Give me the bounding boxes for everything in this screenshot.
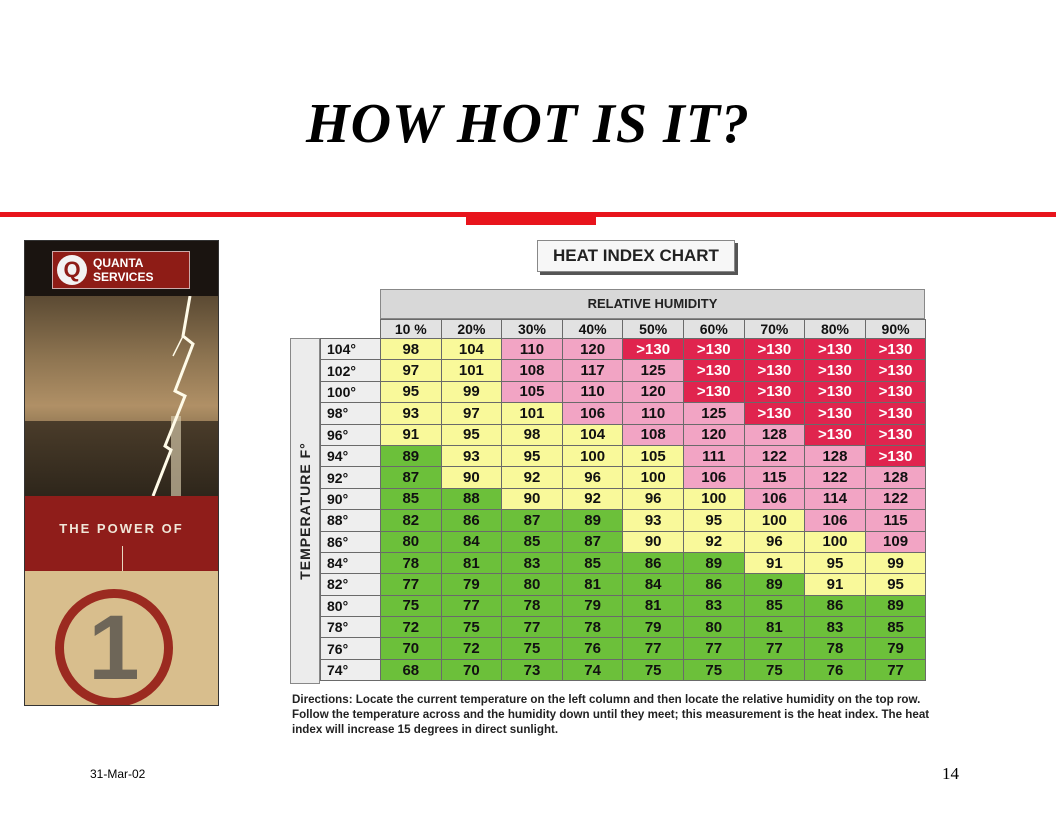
table-corner bbox=[321, 320, 381, 339]
heat-index-cell: 122 bbox=[805, 467, 866, 488]
humidity-column-header: 50% bbox=[623, 320, 684, 339]
temperature-row-label: 84° bbox=[321, 552, 381, 573]
humidity-column-header: 80% bbox=[805, 320, 866, 339]
heat-index-cell: 100 bbox=[623, 467, 684, 488]
heat-index-cell: 76 bbox=[562, 638, 623, 659]
heat-index-cell: >130 bbox=[744, 339, 805, 360]
heat-index-cell: >130 bbox=[805, 403, 866, 424]
heat-index-cell: >130 bbox=[623, 339, 684, 360]
temperature-row-label: 102° bbox=[321, 360, 381, 381]
footer-date: 31-Mar-02 bbox=[90, 767, 146, 781]
heat-index-cell: 120 bbox=[623, 381, 684, 402]
quanta-logo bbox=[52, 251, 190, 289]
humidity-column-header: 10 % bbox=[381, 320, 442, 339]
heat-index-cell: 110 bbox=[502, 339, 563, 360]
heat-index-cell: 106 bbox=[805, 510, 866, 531]
heat-index-cell: 89 bbox=[683, 552, 744, 573]
directions-text: Directions: Locate the current temperature on the left column and then locate the relative humidity on the top row. Follow the temperature across and the humidity down until they meet; this measurement is the heat index. The heat index will increase 15 degrees in direct sunlight. bbox=[292, 693, 930, 736]
heat-index-cell: >130 bbox=[805, 339, 866, 360]
table-row bbox=[321, 360, 926, 381]
heat-index-cell: 128 bbox=[865, 467, 926, 488]
logo-line-1: QUANTA bbox=[93, 256, 144, 270]
heat-index-cell: >130 bbox=[683, 360, 744, 381]
heat-index-cell: 70 bbox=[381, 638, 442, 659]
heat-index-cell: 122 bbox=[744, 445, 805, 466]
heat-index-cell: 89 bbox=[744, 574, 805, 595]
heat-index-cell: 115 bbox=[865, 510, 926, 531]
heat-index-cell: 83 bbox=[805, 617, 866, 638]
humidity-column-header: 60% bbox=[683, 320, 744, 339]
heat-index-cell: 125 bbox=[683, 403, 744, 424]
heat-index-cell: 90 bbox=[502, 488, 563, 509]
heat-index-cell: 100 bbox=[744, 510, 805, 531]
title-rule-notch bbox=[466, 212, 596, 225]
heat-index-cell: 104 bbox=[441, 339, 502, 360]
heat-index-cell: 68 bbox=[381, 659, 442, 680]
heat-index-cell: >130 bbox=[865, 339, 926, 360]
temperature-row-label: 104° bbox=[321, 339, 381, 360]
power-divider bbox=[122, 546, 123, 571]
heat-index-cell: 95 bbox=[865, 574, 926, 595]
heat-index-cell: >130 bbox=[683, 339, 744, 360]
heat-index-cell: 75 bbox=[502, 638, 563, 659]
heat-index-cell: 77 bbox=[865, 659, 926, 680]
heat-index-cell: >130 bbox=[683, 381, 744, 402]
table-row bbox=[321, 595, 926, 616]
humidity-column-header: 30% bbox=[502, 320, 563, 339]
heat-index-cell: 89 bbox=[381, 445, 442, 466]
heat-index-cell: 84 bbox=[441, 531, 502, 552]
heat-index-cell: >130 bbox=[865, 424, 926, 445]
heat-index-cell: 110 bbox=[562, 381, 623, 402]
heat-index-cell: 115 bbox=[744, 467, 805, 488]
humidity-column-header: 70% bbox=[744, 320, 805, 339]
heat-index-cell: 111 bbox=[683, 445, 744, 466]
heat-index-cell: 101 bbox=[502, 403, 563, 424]
heat-index-cell: 78 bbox=[381, 552, 442, 573]
heat-index-cell: 97 bbox=[381, 360, 442, 381]
heat-index-cell: 79 bbox=[562, 595, 623, 616]
temperature-row-label: 88° bbox=[321, 510, 381, 531]
heat-index-cell: 86 bbox=[805, 595, 866, 616]
table-row bbox=[321, 339, 926, 360]
heat-index-cell: >130 bbox=[865, 403, 926, 424]
heat-index-cell: 98 bbox=[381, 339, 442, 360]
heat-index-cell: 80 bbox=[381, 531, 442, 552]
heat-index-cell: 114 bbox=[805, 488, 866, 509]
heat-index-cell: 93 bbox=[623, 510, 684, 531]
heat-index-cell: 110 bbox=[623, 403, 684, 424]
slide-title: HOW HOT IS IT? bbox=[306, 93, 750, 155]
heat-index-cell: 73 bbox=[502, 659, 563, 680]
table-row bbox=[321, 445, 926, 466]
quanta-banner-image bbox=[24, 240, 219, 706]
heat-index-cell: 87 bbox=[502, 510, 563, 531]
heat-index-cell: 105 bbox=[623, 445, 684, 466]
table-row bbox=[321, 467, 926, 488]
heat-index-cell: 78 bbox=[562, 617, 623, 638]
heat-index-cell: 81 bbox=[623, 595, 684, 616]
heat-index-cell: 86 bbox=[623, 552, 684, 573]
heat-index-cell: 91 bbox=[381, 424, 442, 445]
heat-index-cell: 91 bbox=[805, 574, 866, 595]
heat-index-cell: 70 bbox=[441, 659, 502, 680]
temperature-row-label: 82° bbox=[321, 574, 381, 595]
heat-index-cell: 77 bbox=[683, 638, 744, 659]
heat-index-cell: 74 bbox=[562, 659, 623, 680]
heat-index-cell: 85 bbox=[562, 552, 623, 573]
heat-index-cell: 82 bbox=[381, 510, 442, 531]
heat-index-cell: >130 bbox=[744, 381, 805, 402]
heat-index-cell: 79 bbox=[441, 574, 502, 595]
heat-index-cell: 77 bbox=[381, 574, 442, 595]
temperature-row-label: 78° bbox=[321, 617, 381, 638]
heat-index-cell: 85 bbox=[381, 488, 442, 509]
heat-index-cell: 122 bbox=[865, 488, 926, 509]
heat-index-cell: 95 bbox=[805, 552, 866, 573]
heat-index-cell: 96 bbox=[562, 467, 623, 488]
temperature-row-label: 74° bbox=[321, 659, 381, 680]
heat-index-cell: 75 bbox=[683, 659, 744, 680]
heat-index-cell: 96 bbox=[744, 531, 805, 552]
heat-index-cell: 85 bbox=[502, 531, 563, 552]
power-band bbox=[25, 496, 218, 571]
heat-index-cell: 77 bbox=[744, 638, 805, 659]
heat-index-cell: 100 bbox=[805, 531, 866, 552]
heat-index-cell: 75 bbox=[744, 659, 805, 680]
heat-index-cell: 128 bbox=[805, 445, 866, 466]
heat-index-cell: 120 bbox=[683, 424, 744, 445]
heat-index-cell: 77 bbox=[502, 617, 563, 638]
heat-index-cell: 88 bbox=[441, 488, 502, 509]
heat-index-cell: 97 bbox=[441, 403, 502, 424]
heat-index-cell: 90 bbox=[623, 531, 684, 552]
heat-index-cell: 92 bbox=[562, 488, 623, 509]
heat-index-cell: 86 bbox=[441, 510, 502, 531]
table-row bbox=[321, 638, 926, 659]
heat-index-cell: 125 bbox=[623, 360, 684, 381]
heat-index-cell: 95 bbox=[683, 510, 744, 531]
heat-index-cell: 77 bbox=[441, 595, 502, 616]
heat-index-cell: 101 bbox=[441, 360, 502, 381]
temperature-row-label: 86° bbox=[321, 531, 381, 552]
heat-index-cell: 81 bbox=[441, 552, 502, 573]
heat-index-cell: 78 bbox=[805, 638, 866, 659]
heat-index-cell: 78 bbox=[502, 595, 563, 616]
heat-index-cell: 108 bbox=[502, 360, 563, 381]
heat-index-cell: 100 bbox=[683, 488, 744, 509]
heat-index-cell: >130 bbox=[865, 360, 926, 381]
table-row bbox=[321, 510, 926, 531]
power-tagline: THE POWER OF bbox=[59, 521, 184, 536]
heat-index-cell: 109 bbox=[865, 531, 926, 552]
temperature-row-label: 94° bbox=[321, 445, 381, 466]
table-row bbox=[321, 381, 926, 402]
heat-index-cell: 79 bbox=[865, 638, 926, 659]
heat-index-cell: 90 bbox=[441, 467, 502, 488]
heat-index-cell: 75 bbox=[441, 617, 502, 638]
heat-index-cell: >130 bbox=[805, 381, 866, 402]
humidity-column-header: 90% bbox=[865, 320, 926, 339]
heat-index-cell: 83 bbox=[683, 595, 744, 616]
heat-index-cell: 85 bbox=[865, 617, 926, 638]
heat-index-cell: 105 bbox=[502, 381, 563, 402]
heat-index-cell: 106 bbox=[744, 488, 805, 509]
lightning-bolt-icon bbox=[25, 296, 218, 496]
heat-index-cell: 79 bbox=[623, 617, 684, 638]
heat-index-cell: 92 bbox=[502, 467, 563, 488]
heat-index-cell: >130 bbox=[744, 403, 805, 424]
heat-index-cell: 76 bbox=[805, 659, 866, 680]
heat-index-cell: 91 bbox=[744, 552, 805, 573]
heat-index-cell: 72 bbox=[381, 617, 442, 638]
heat-index-cell: 108 bbox=[623, 424, 684, 445]
table-row bbox=[321, 424, 926, 445]
heat-index-cell: 128 bbox=[744, 424, 805, 445]
heat-index-cell: 87 bbox=[562, 531, 623, 552]
temperature-row-label: 98° bbox=[321, 403, 381, 424]
numeral-area bbox=[25, 571, 218, 705]
temperature-row-label: 90° bbox=[321, 488, 381, 509]
heat-index-cell: 99 bbox=[865, 552, 926, 573]
heat-index-table bbox=[320, 319, 926, 681]
heat-index-cell: 85 bbox=[744, 595, 805, 616]
heat-index-cell: >130 bbox=[865, 381, 926, 402]
heat-index-cell: >130 bbox=[865, 445, 926, 466]
table-row bbox=[321, 552, 926, 573]
heat-index-cell: >130 bbox=[805, 360, 866, 381]
temperature-row-label: 96° bbox=[321, 424, 381, 445]
heat-index-cell: 75 bbox=[381, 595, 442, 616]
page-number: 14 bbox=[942, 764, 959, 783]
heat-index-cell: 93 bbox=[381, 403, 442, 424]
logo-line-2: SERVICES bbox=[93, 270, 154, 284]
heat-index-cell: 100 bbox=[562, 445, 623, 466]
temperature-row-label: 80° bbox=[321, 595, 381, 616]
logo-q-icon: Q bbox=[57, 255, 87, 285]
heat-index-cell: 104 bbox=[562, 424, 623, 445]
heat-index-cell: 106 bbox=[562, 403, 623, 424]
temperature-row-label: 100° bbox=[321, 381, 381, 402]
heat-index-cell: 83 bbox=[502, 552, 563, 573]
heat-index-cell: 96 bbox=[623, 488, 684, 509]
relative-humidity-header: RELATIVE HUMIDITY bbox=[380, 289, 925, 319]
heat-index-cell: 106 bbox=[683, 467, 744, 488]
heat-index-cell: 95 bbox=[441, 424, 502, 445]
heat-index-cell: 77 bbox=[623, 638, 684, 659]
heat-index-cell: 80 bbox=[683, 617, 744, 638]
heat-index-cell: >130 bbox=[805, 424, 866, 445]
temperature-row-label: 76° bbox=[321, 638, 381, 659]
table-row bbox=[321, 659, 926, 680]
heat-index-cell: 95 bbox=[381, 381, 442, 402]
heat-index-cell: 93 bbox=[441, 445, 502, 466]
temperature-row-label: 92° bbox=[321, 467, 381, 488]
heat-index-cell: 81 bbox=[562, 574, 623, 595]
chart-title: HEAT INDEX CHART bbox=[537, 240, 735, 272]
heat-index-cell: 75 bbox=[623, 659, 684, 680]
heat-index-cell: 92 bbox=[683, 531, 744, 552]
heat-index-cell: 89 bbox=[865, 595, 926, 616]
heat-index-cell: 87 bbox=[381, 467, 442, 488]
table-row bbox=[321, 617, 926, 638]
heat-index-cell: 99 bbox=[441, 381, 502, 402]
humidity-header-row bbox=[321, 320, 926, 339]
humidity-column-header: 20% bbox=[441, 320, 502, 339]
humidity-column-header: 40% bbox=[562, 320, 623, 339]
numeral-one: 1 bbox=[88, 597, 140, 699]
heat-index-cell: 86 bbox=[683, 574, 744, 595]
heat-index-cell: >130 bbox=[744, 360, 805, 381]
table-row bbox=[321, 488, 926, 509]
heat-index-cell: 120 bbox=[562, 339, 623, 360]
heat-index-cell: 89 bbox=[562, 510, 623, 531]
temperature-axis-label: TEMPERATURE F° bbox=[297, 442, 313, 580]
heat-index-cell: 72 bbox=[441, 638, 502, 659]
table-row bbox=[321, 403, 926, 424]
table-row bbox=[321, 574, 926, 595]
heat-index-cell: 81 bbox=[744, 617, 805, 638]
heat-index-cell: 117 bbox=[562, 360, 623, 381]
heat-index-cell: 98 bbox=[502, 424, 563, 445]
heat-index-cell: 80 bbox=[502, 574, 563, 595]
table-row bbox=[321, 531, 926, 552]
banner-header bbox=[25, 241, 218, 296]
heat-index-cell: 84 bbox=[623, 574, 684, 595]
heat-index-cell: 95 bbox=[502, 445, 563, 466]
logo-text bbox=[93, 256, 189, 284]
